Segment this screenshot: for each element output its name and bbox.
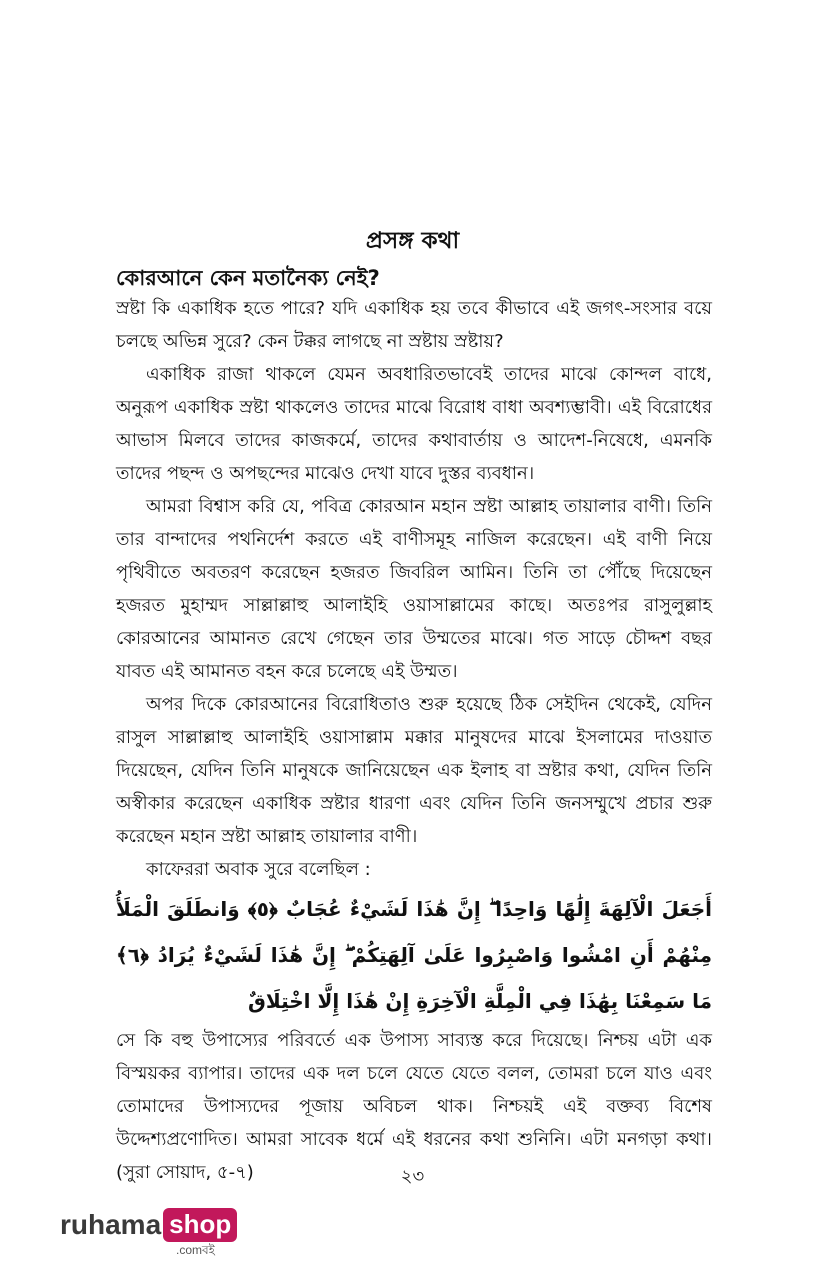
- paragraph: একাধিক রাজা থাকলে যেমন অবধারিতভাবেই তাদের মাঝে কোন্দল বাধে, অনুরূপ একাধিক স্রষ্টা থাকলেও তাদের মাঝে বিরোধ বাধা অবশ্যম্ভাবী। এই বিরোধের আভাস মিলবে তাদের কাজকর্মে, তাদের কথাবার্তায় ও আদেশ-নিষেধে, এমনকি তাদের পছন্দ ও অপছন্দের মাঝেও দেখা যাবে দুস্তর ব্যবধান।: [116, 364, 712, 484]
- logo-domain: .comবই: [176, 1243, 215, 1257]
- ruhama-shop-logo: [60, 1208, 237, 1257]
- paragraph: আমরা বিশ্বাস করি যে, পবিত্র কোরআন মহান স্রষ্টা আল্লাহ তায়ালার বাণী। তিনি তার বান্দাদের পথনির্দেশ করতে এই বাণীসমূহ নাজিল করেছেন। এই বাণী নিয়ে পৃথিবীতে অবতরণ করেছেন হজরত জিবরিল আমিন। তিনি তা পৌঁছে দিয়েছেন হজরত মুহাম্মদ সাল্লাল্লাহু আলাইহি ওয়াসাল্লামের কাছে। অতঃপর রাসুলুল্লাহ কোরআনের আমানত রেখে গেছেন তার উম্মতের মাঝে। গত সাড়ে চৌদ্দশ বছর যাবত এই আমানত বহন করে চলেছে এই উম্মত।: [116, 496, 712, 682]
- verse-translation: সে কি বহু উপাস্যের পরিবর্তে এক উপাস্য সাব্যস্ত করে দিয়েছে। নিশ্চয় এটা এক বিস্ময়কর ব্যাপার। তাদের এক দল চলে যেতে যেতে বলল, তোমরা চলে যাও এবং তোমাদের উপাস্যদের পূজায় অবিচল থাক। নিশ্চয়ই এই বক্তব্য বিশেষ উদ্দেশ্যপ্রণোদিত। আমরা সাবেক ধর্মে এই ধরনের কথা শুনিনি। এটা মনগড়া কথা। (সুরা সোয়াদ, ৫-৭): [116, 1030, 712, 1183]
- logo-shop-badge: shop: [163, 1208, 237, 1242]
- paragraph: স্রষ্টা কি একাধিক হতে পারে? যদি একাধিক হয় তবে কীভাবে এই জগৎ-সংসার বয়ে চলছে অভিন্ন সুরে? কেন টক্কর লাগছে না স্রষ্টায় স্রষ্টায়?: [116, 298, 712, 352]
- arabic-verse: أَجَعَلَ الْآلِهَةَ إِلَٰهًا وَاحِدًا ۖ إِنَّ هَٰذَا لَشَيْءٌ عُجَابٌ ﴿٥﴾ وَانطَلَقَ الْمَلَأُ مِنْهُمْ أَنِ امْشُوا وَاصْبِرُوا عَلَىٰ آلِهَتِكُمْ ۖ إِنَّ هَٰذَا لَشَيْءٌ يُرَادُ ﴿٦﴾ مَا سَمِعْنَا بِهَٰذَا فِي الْمِلَّةِ الْآخِرَةِ إِنْ هَٰذَا إِلَّا اخْتِلَاقٌ: [116, 897, 712, 1013]
- section-heading: কোরআনে কেন মতানৈক্য নেই?: [116, 266, 380, 290]
- paragraph: অপর দিকে কোরআনের বিরোধিতাও শুরু হয়েছে ঠিক সেইদিন থেকেই, যেদিন রাসুল সাল্লাল্লাহু আলাইহি ওয়াসাল্লাম মক্কার মানুষদের মাঝে ইসলামের দাওয়াত দিয়েছেন, যেদিন তিনি মানুষকে জানিয়েছেন এক ইলাহ বা স্রষ্টার কথা, যেদিন তিনি অস্বীকার করেছেন একাধিক স্রষ্টার ধারণা এবং যেদিন তিনি জনসম্মুখে প্রচার শুরু করেছেন মহান স্রষ্টা আল্লাহ তায়ালার বাণী।: [116, 694, 712, 847]
- logo-word: ruhama: [60, 1209, 162, 1240]
- body-text: [116, 292, 712, 1189]
- page-number: ২৩: [400, 1166, 425, 1187]
- paragraph: কাফেররা অবাক সুরে বলেছিল :: [146, 859, 371, 880]
- chapter-title: প্রসঙ্গ কথা: [365, 228, 460, 254]
